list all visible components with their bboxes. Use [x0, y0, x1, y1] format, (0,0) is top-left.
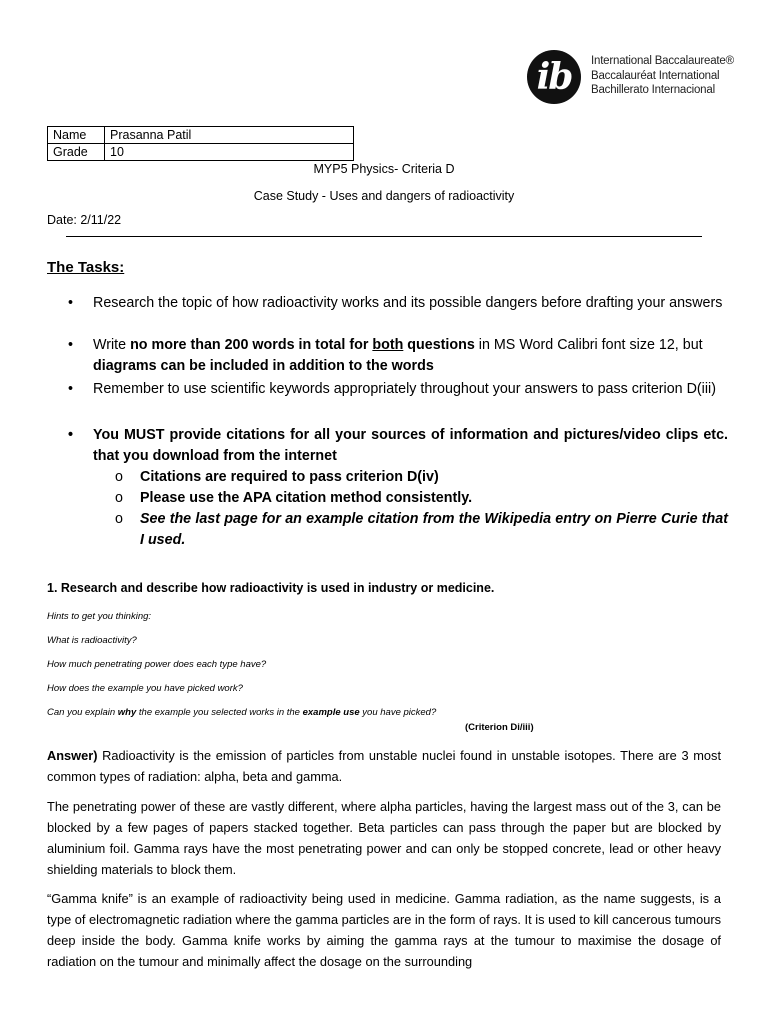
- task-bullet-research: • Research the topic of how radioactivity works and its possible dangers before drafting your answers: [68, 293, 728, 335]
- ib-logo-text: [591, 54, 734, 98]
- hint5-why: why: [117, 707, 137, 718]
- word-limit-both: both: [372, 337, 404, 353]
- ib-logo-line-es: Bachillerato Internacional: [591, 84, 715, 96]
- answer-p1-text: Radioactivity is the emission of particles from unstable nuclei found in unstable isotopes. There are 3 most common types of radiation: alpha, beta and gamma.: [47, 748, 721, 784]
- word-limit-text-4: in MS Word Calibri font size 12, but: [474, 337, 703, 353]
- tasks-list: [68, 293, 728, 551]
- sub-bullet-example-citation: o See the last page for an example citation from the Wikipedia entry on Pierre Curie that I used.: [68, 509, 728, 551]
- hint-how-works: How does the example you have picked work?: [47, 683, 243, 694]
- hint-explain-why: [47, 707, 436, 718]
- course-title: MYP5 Physics- Criteria D: [313, 162, 455, 176]
- tasks-heading: The Tasks:: [47, 259, 125, 276]
- answer-label: Answer): [47, 748, 98, 763]
- hint-intro: Hints to get you thinking:: [47, 611, 152, 622]
- name-value: Prasanna Patil: [105, 127, 354, 144]
- answer-paragraph-1: [47, 745, 721, 787]
- divider-line: [66, 236, 702, 237]
- word-limit-text-1: Write: [93, 337, 131, 353]
- student-info-table: [47, 126, 354, 161]
- word-limit-text-2: no more than 200 words in total for: [130, 337, 373, 353]
- task-bullet-keywords: • Remember to use scientific keywords appropriately throughout your answers to pass criterion D(iii): [68, 379, 728, 423]
- question-1-title: 1. Research and describe how radioactivity is used in industry or medicine.: [47, 581, 495, 595]
- word-limit-text-3: questions: [403, 337, 475, 353]
- task-bullet-word-limit: [68, 335, 728, 377]
- ib-logo: [527, 50, 757, 106]
- grade-row: [48, 144, 354, 161]
- answer-paragraph-2: The penetrating power of these are vastly different, where alpha particles, having the largest mass out of the 3, can be blocked by a few pages of papers stacked together. Beta particles can pass through the paper but are blocked by aluminium foil. Gamma rays have the most penetrating power and can only be stopped concrete, lead or other heavy shielding materials to block them.: [47, 799, 721, 877]
- word-limit-text-5: diagrams can be included in addition to the words: [93, 358, 434, 374]
- sub-bullet-apa: o Please use the APA citation method consistently.: [68, 488, 728, 509]
- task-bullet-citations: • You MUST provide citations for all your sources of information and pictures/video clips etc. that you download from the internet: [68, 425, 728, 467]
- ib-logo-line-en: International Baccalaureate®: [591, 55, 734, 67]
- name-row: [48, 127, 354, 144]
- criterion-label: (Criterion Di/iii): [465, 722, 534, 733]
- name-label: Name: [48, 127, 105, 144]
- hint5-text-2: the example you selected works in the: [136, 707, 303, 718]
- hint-what-is: What is radioactivity?: [47, 635, 137, 646]
- ib-logo-mark: ib: [536, 56, 572, 98]
- grade-label: Grade: [48, 144, 105, 161]
- ib-logo-line-fr: Baccalauréat International: [591, 69, 720, 82]
- sub-bullet-citations-required: o Citations are required to pass criterion D(iv): [68, 467, 728, 488]
- hint-penetrating: How much penetrating power does each type have?: [47, 659, 267, 670]
- case-study-title: Case Study - Uses and dangers of radioactivity: [253, 189, 515, 203]
- hint5-text-1: Can you explain: [47, 707, 118, 718]
- answer-paragraph-3: “Gamma knife” is an example of radioactivity being used in medicine. Gamma radiation, as the name suggests, is a type of electromagnetic radiation where the gamma particles are in the form of rays. It is used to kill cancerous tumours deep inside the body. Gamma knife works by aiming the gamma rays at the tumour to maximise the dosage of radiation on the tumour and minimally affect the dosage on the surrounding: [47, 891, 721, 969]
- grade-value: 10: [105, 144, 354, 161]
- hint5-text-3: you have picked?: [359, 707, 437, 718]
- date-line: Date: 2/11/22: [47, 213, 122, 227]
- hint5-example-use: example use: [302, 707, 360, 718]
